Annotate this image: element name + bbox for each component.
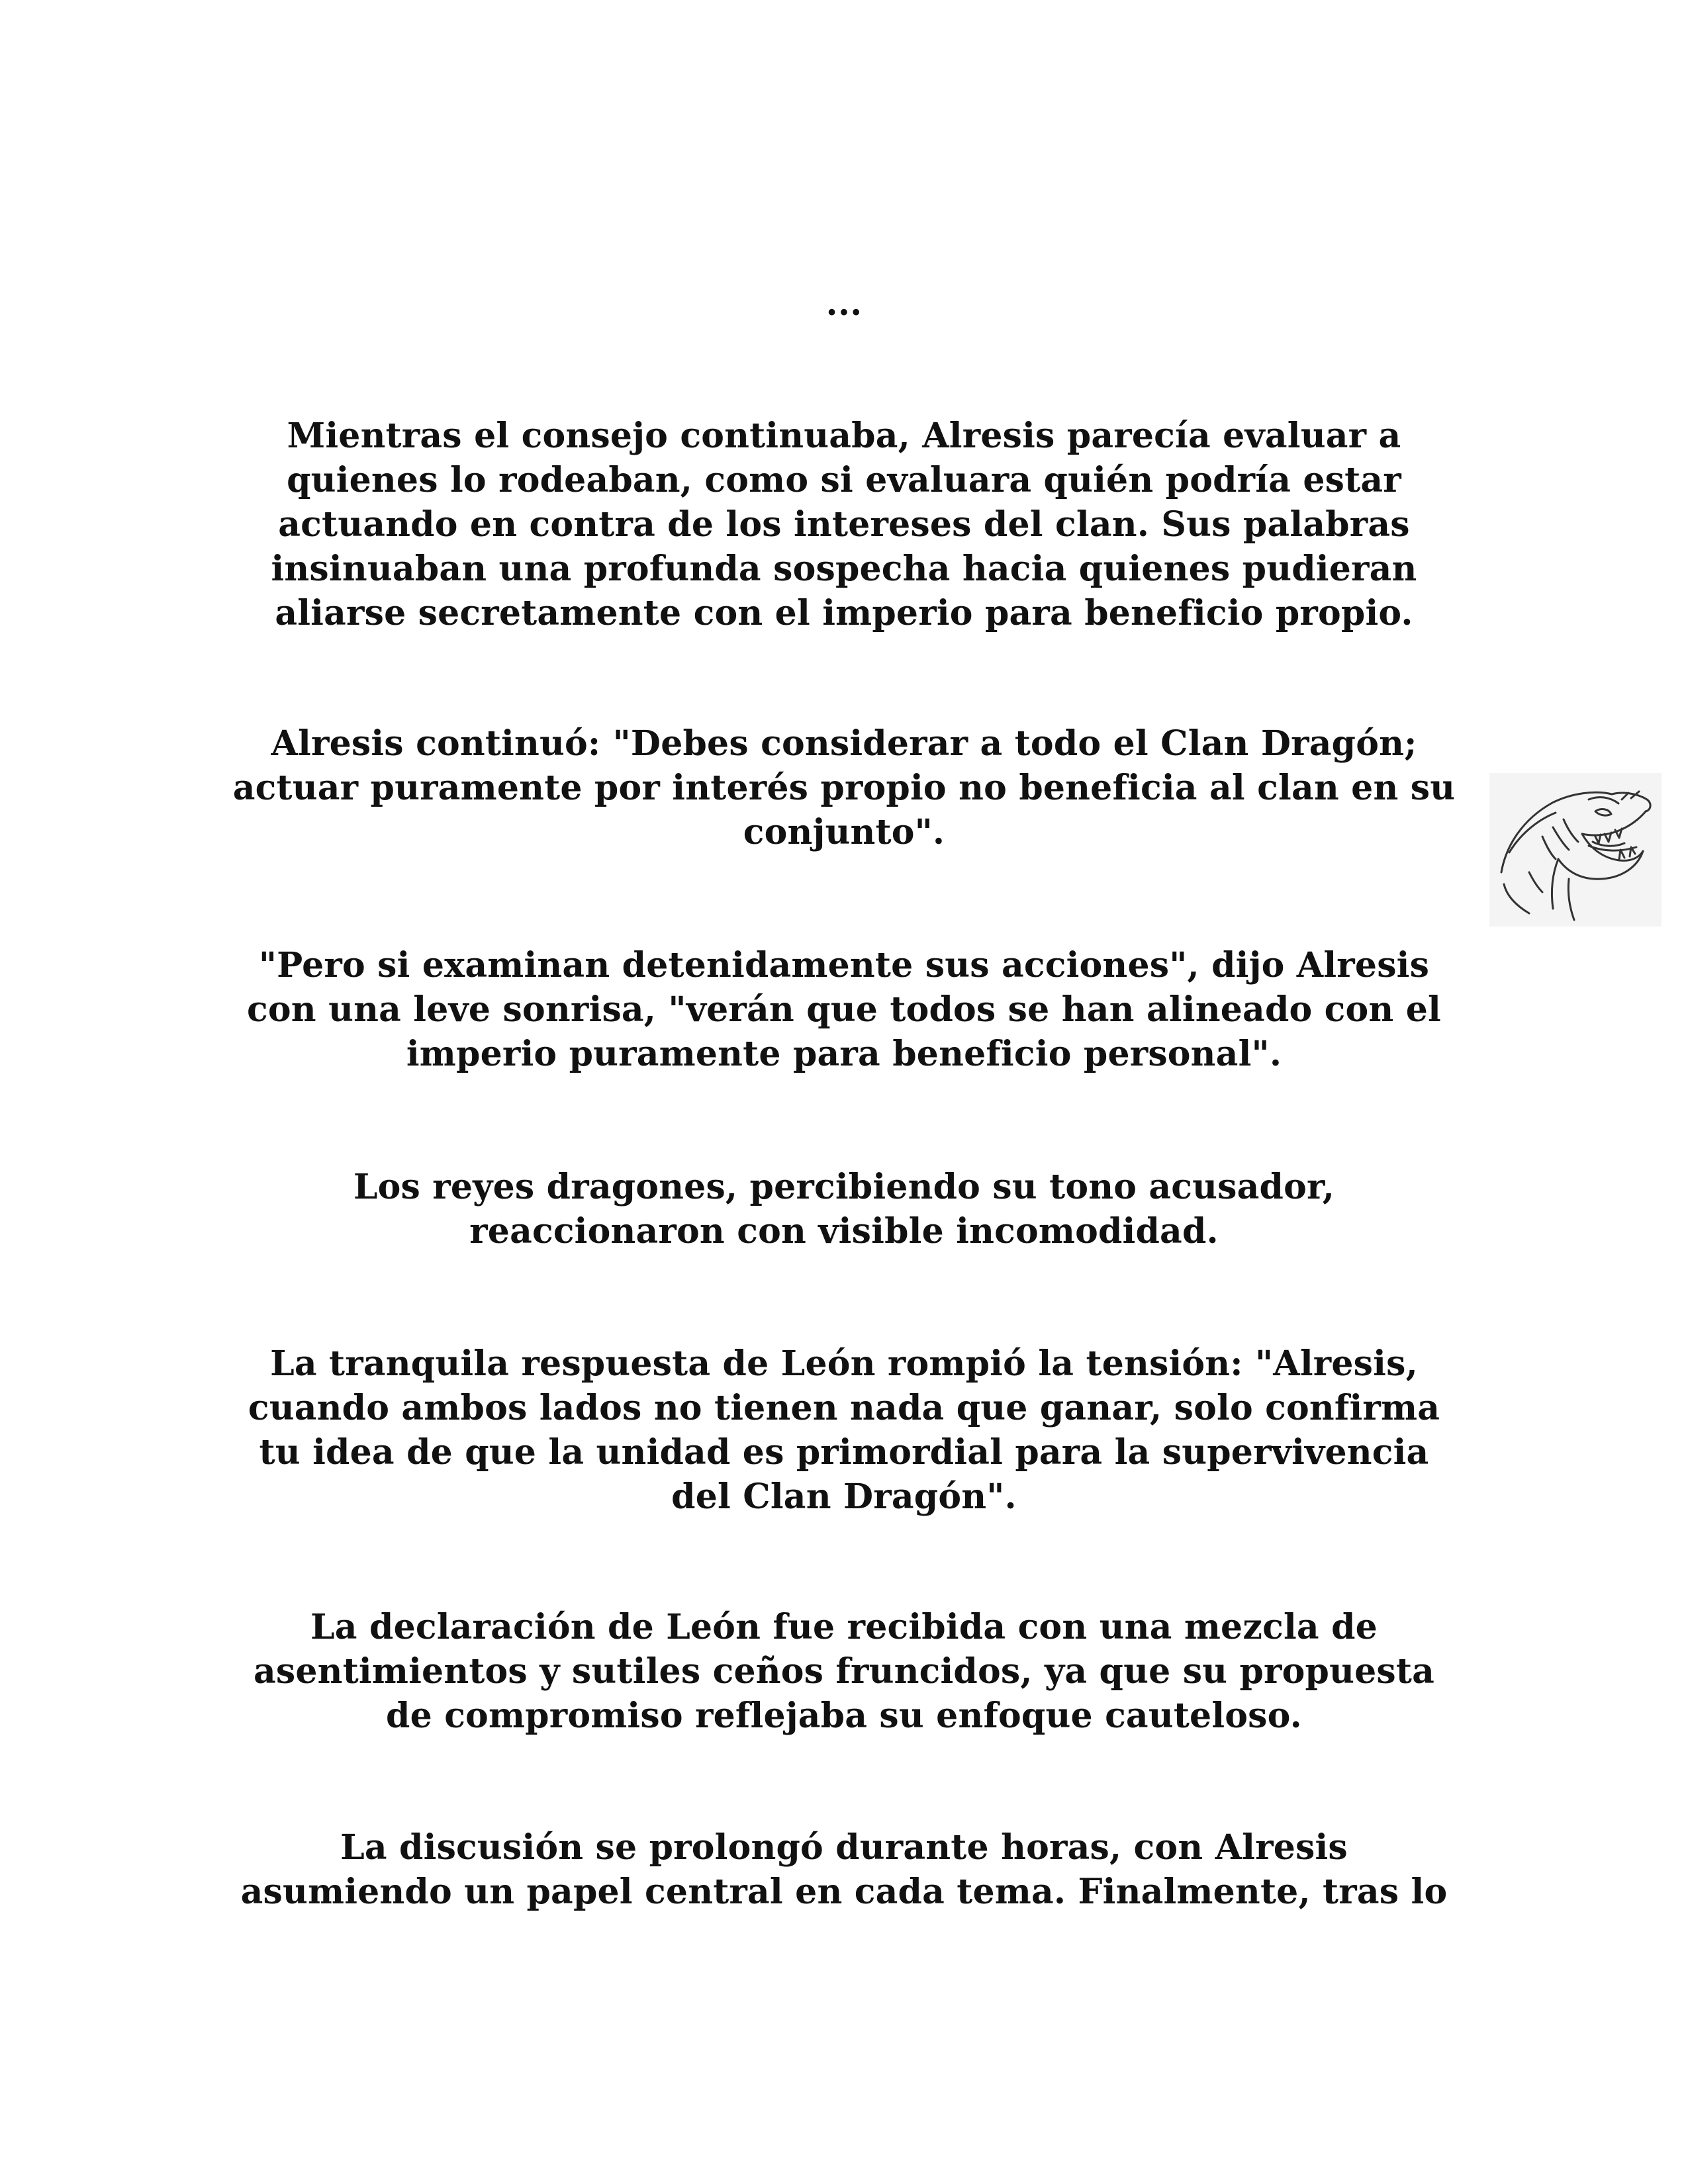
paragraph-5: [225, 1342, 1463, 1519]
separator-text: ...: [825, 283, 863, 324]
paragraph-line: quienes lo rodeaban, como si evaluara quién podría estar: [287, 460, 1401, 500]
paragraph-line: aliarse secretamente con el imperio para beneficio propio.: [275, 593, 1413, 633]
paragraph-3: [225, 943, 1463, 1076]
paragraph-line: conjunto".: [743, 812, 945, 852]
paragraph-line: insinuaban una profunda sospecha hacia quienes pudieran: [271, 549, 1417, 589]
paragraph-line: del Clan Dragón".: [671, 1477, 1017, 1517]
paragraph-1: [225, 414, 1463, 635]
paragraph-line: imperio puramente para beneficio personal".: [406, 1034, 1282, 1074]
paragraph-6: [225, 1605, 1463, 1738]
paragraph-line: "Pero si examinan detenidamente sus acciones", dijo Alresis: [258, 945, 1430, 985]
paragraph-line: tu idea de que la unidad es primordial para la supervivencia: [259, 1432, 1429, 1473]
paragraph-line: asumiendo un papel central en cada tema. Finalmente, tras lo: [240, 1872, 1448, 1912]
paragraph-line: asentimientos y sutiles ceños fruncidos, ya que su propuesta: [254, 1651, 1434, 1692]
paragraph-line: La discusión se prolongó durante horas, con Alresis: [340, 1827, 1348, 1868]
paragraph-2: [225, 721, 1463, 854]
paragraph-4: [225, 1165, 1463, 1253]
paragraph-line: Los reyes dragones, percibiendo su tono acusador,: [353, 1167, 1335, 1207]
section-separator: [225, 281, 1463, 326]
paragraph-line: cuando ambos lados no tienen nada que ganar, solo confirma: [248, 1388, 1440, 1428]
paragraph-line: con una leve sonrisa, "verán que todos se han alineado con el: [247, 989, 1441, 1030]
paragraph-line: Mientras el consejo continuaba, Alresis parecía evaluar a: [287, 416, 1401, 456]
paragraph-7: [225, 1825, 1463, 1914]
paragraph-line: Alresis continuó: "Debes considerar a todo el Clan Dragón;: [271, 723, 1417, 764]
paragraph-line: reaccionaron con visible incomodidad.: [469, 1211, 1219, 1251]
paragraph-line: de compromiso reflejaba su enfoque cauteloso.: [386, 1696, 1302, 1736]
paragraph-line: actuar puramente por interés propio no beneficia al clan en su: [232, 768, 1456, 808]
paragraph-line: La declaración de León fue recibida con una mezcla de: [310, 1607, 1378, 1647]
paragraph-line: La tranquila respuesta de León rompió la tensión: "Alresis,: [270, 1343, 1418, 1384]
dragon-head-sketch-icon: [1489, 773, 1662, 927]
paragraph-line: actuando en contra de los intereses del clan. Sus palabras: [278, 504, 1410, 545]
